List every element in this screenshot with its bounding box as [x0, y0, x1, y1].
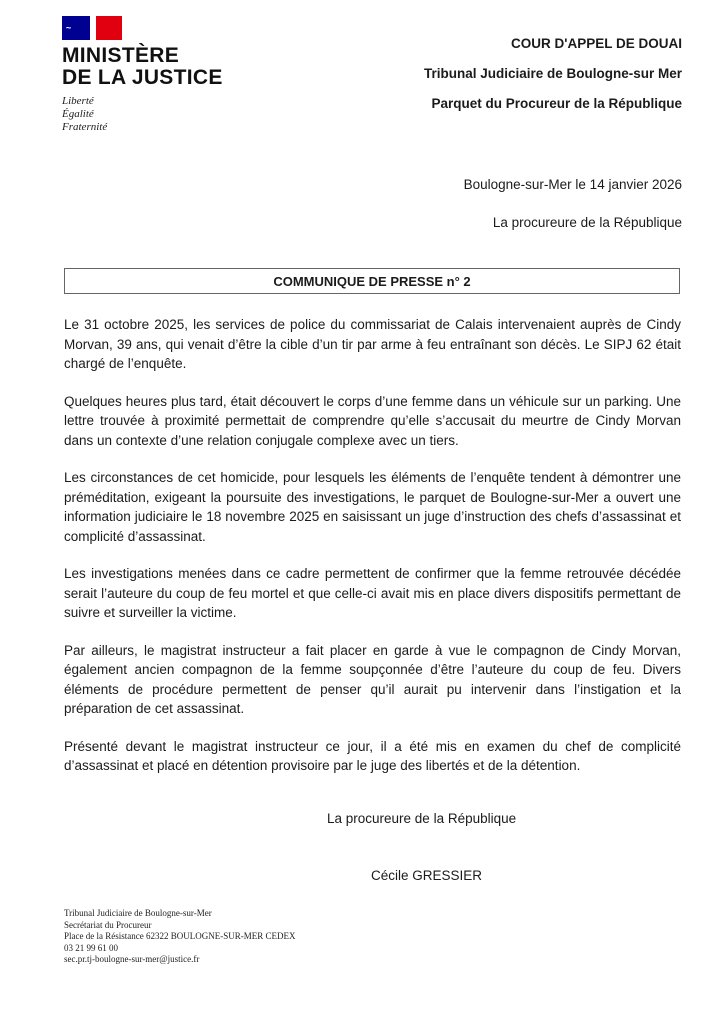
place-date: Boulogne-sur-Mer le 14 janvier 2026 [463, 177, 682, 192]
footer-address [64, 908, 295, 966]
signature-title: La procureure de la République [327, 811, 517, 826]
marianne-icon: ~ [66, 23, 72, 33]
paragraph: Le 31 octobre 2025, les services de police du commissariat de Calais intervenaient auprès de Cindy Morvan, 39 ans, qui venait d’être la cible d’un tir par arme à feu entraînant son décès. Le SIPJ 62 était chargé de l’enquête. [64, 317, 681, 371]
republic-motto [62, 95, 223, 134]
footer-line: Place de la Résistance 62322 BOULOGNE-SUR-MER CEDEX [64, 931, 296, 942]
ministry-name-line1: MINISTÈRE [62, 44, 180, 67]
author-title: La procureure de la République [492, 215, 682, 230]
ministry-logo [62, 16, 223, 134]
press-release-body [64, 315, 681, 794]
motto-fraternite: Fraternité [62, 121, 108, 133]
paragraph: Les circonstances de cet homicide, pour lesquels les éléments de l’enquête tendent à démontrer une préméditation, exigeant la poursuite des investigations, le parquet de Boulogne-sur-Mer a ouvert une information judiciaire le 18 novembre 2025 en saisissant un juge d’instruction des chefs d’assassinat et complicité d’assassinat. [64, 470, 681, 544]
tricolor-flag-icon [62, 16, 122, 40]
footer-line: Tribunal Judiciaire de Boulogne-sur-Mer [64, 908, 212, 918]
motto-liberte: Liberté [62, 95, 94, 107]
footer-phone: 03 21 99 61 00 [64, 942, 118, 953]
tribunal-name: Tribunal Judiciaire de Boulogne-sur Mer [423, 66, 682, 81]
footer-line: Secrétariat du Procureur [64, 919, 152, 930]
paragraph: Par ailleurs, le magistrat instructeur a fait placer en garde à vue le compagnon de Cindy Morvan, également ancien compagnon de la femme soupçonnée d’être l’auteure du coup de feu. Divers éléments de procédure permettent de penser qu’il aurait pu intervenir dans l’instigation et la préparation de cet assassinat. [64, 642, 681, 716]
parquet-name: Parquet du Procureur de la République [431, 96, 682, 111]
court-name: COUR D'APPEL DE DOUAI [511, 36, 682, 51]
paragraph: Les investigations menées dans ce cadre permettent de confirmer que la femme retrouvée décédée serait l’auteure du coup de feu mortel et que celle-ci avait mis en place divers dispositifs permettant de suivre et surveiller la victime. [64, 566, 681, 620]
paragraph: Quelques heures plus tard, était découvert le corps d’une femme dans un véhicule sur un parking. Une lettre trouvée à proximité permettait de comprendre qu’elle s’accusait du meurtre de Cindy Morvan dans un contexte d’une relation conjugale complexe avec un tiers. [64, 393, 681, 448]
signature-name: Cécile GRESSIER [371, 868, 483, 883]
paragraph: Présenté devant le magistrat instructeur ce jour, il a été mis en examen du chef de complicité d’assassinat et placé en détention provisoire par le juge des libertés et de la détention. [64, 738, 681, 773]
press-release-title: COMMUNIQUE DE PRESSE n° 2 [64, 268, 680, 294]
ministry-name [62, 45, 223, 89]
footer-email: sec.pr.tj-boulogne-sur-mer@justice.fr [64, 954, 200, 965]
ministry-name-line2: DE LA JUSTICE [62, 66, 223, 89]
motto-egalite: Égalité [62, 108, 94, 120]
